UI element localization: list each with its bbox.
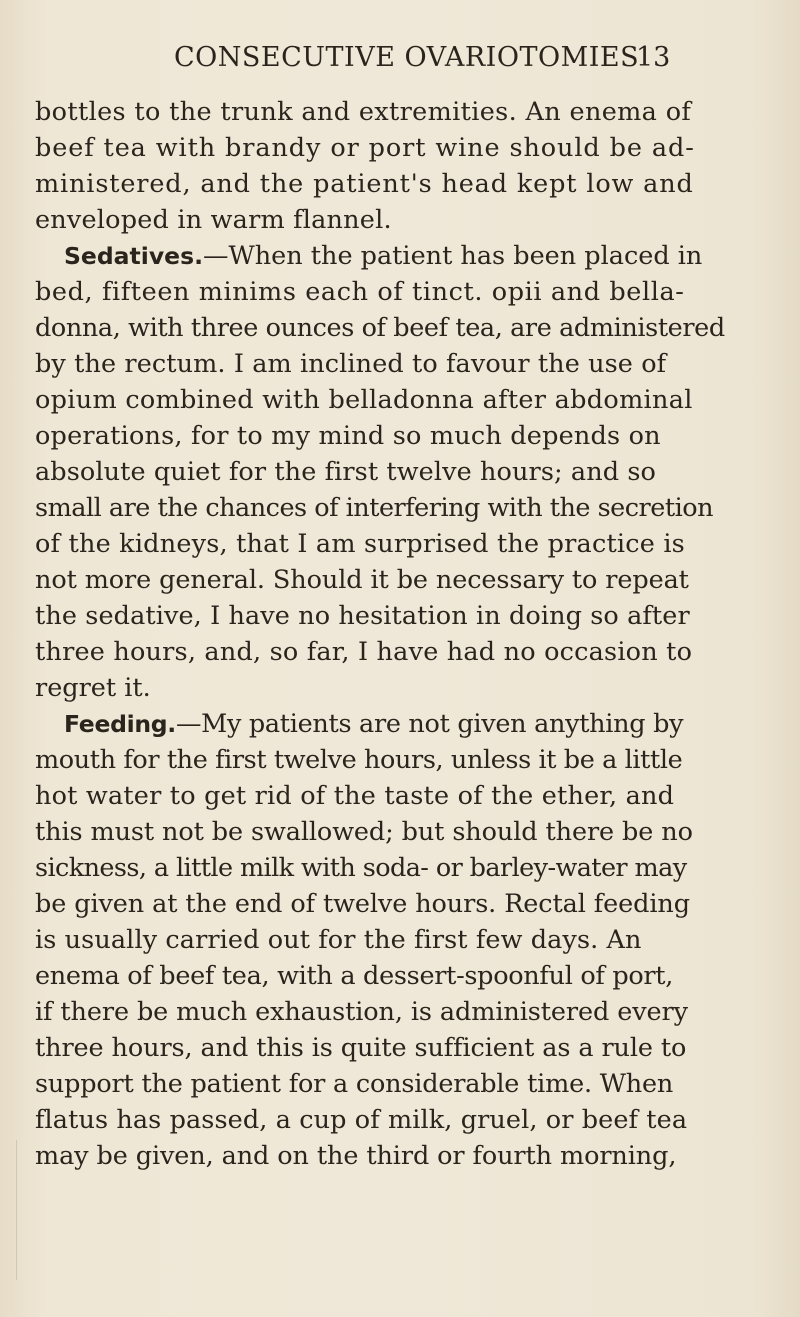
text-line: be given at the end of twelve hours. Rectal feeding — [35, 889, 690, 919]
text-line: the sedative, I have no hesitation in doing so after — [35, 601, 690, 631]
text-line: if there be much exhaustion, is administered every — [35, 997, 688, 1027]
text-line: three hours, and this is quite sufficient as a rule to — [35, 1033, 687, 1063]
page-number: 13 — [636, 42, 671, 73]
running-title: CONSECUTIVE OVARIOTOMIES — [174, 42, 640, 73]
text-line: opium combined with belladonna after abdominal — [35, 385, 693, 415]
text-line: mouth for the first twelve hours, unless it be a little — [35, 745, 683, 775]
paper-edge-shadow — [16, 1140, 17, 1280]
sidehead-feeding: Feeding. — [64, 710, 176, 738]
sidehead-sedatives: Sedatives. — [64, 242, 204, 270]
text-line: not more general. Should it be necessary to repeat — [35, 565, 689, 595]
text-line: absolute quiet for the first twelve hours; and so — [35, 457, 656, 487]
text-line: is usually carried out for the first few days. An — [35, 925, 642, 955]
paragraph-sedatives — [64, 240, 702, 272]
text-line: support the patient for a considerable time. When — [35, 1069, 674, 1099]
text-line: donna, with three ounces of beef tea, are administered — [35, 313, 725, 343]
text-line: may be given, and on the third or fourth morning, — [35, 1141, 677, 1171]
text-line: of the kidneys, that I am surprised the practice is — [35, 529, 685, 559]
text-line: by the rectum. I am inclined to favour the use of — [35, 349, 667, 379]
text-line: this must not be swallowed; but should there be no — [35, 817, 693, 847]
text-line: flatus has passed, a cup of milk, gruel, or beef tea — [35, 1105, 688, 1135]
text-line: ministered, and the patient's head kept low and — [35, 169, 694, 199]
text-line: hot water to get rid of the taste of the ether, and — [35, 781, 675, 811]
paragraph-text: —When the patient has been placed in — [203, 241, 703, 271]
text-line: enema of beef tea, with a dessert-spoonful of port, — [35, 961, 674, 991]
page-header — [0, 42, 800, 82]
text-line: sickness, a little milk with soda- or barley-water may — [35, 853, 687, 883]
text-line: operations, for to my mind so much depends on — [35, 421, 661, 451]
text-line: three hours, and, so far, I have had no occasion to — [35, 637, 693, 667]
text-line: small are the chances of interfering with the secretion — [35, 493, 714, 523]
text-line: regret it. — [35, 673, 151, 703]
text-line: enveloped in warm flannel. — [35, 205, 392, 235]
paragraph-text: —My patients are not given anything by — [175, 709, 684, 739]
paragraph-feeding — [64, 708, 683, 740]
text-line: bottles to the trunk and extremities. An enema of — [35, 97, 692, 127]
text-line: beef tea with brandy or port wine should be ad- — [35, 133, 695, 163]
text-line: bed, fifteen minims each of tinct. opii and bella- — [35, 277, 685, 307]
